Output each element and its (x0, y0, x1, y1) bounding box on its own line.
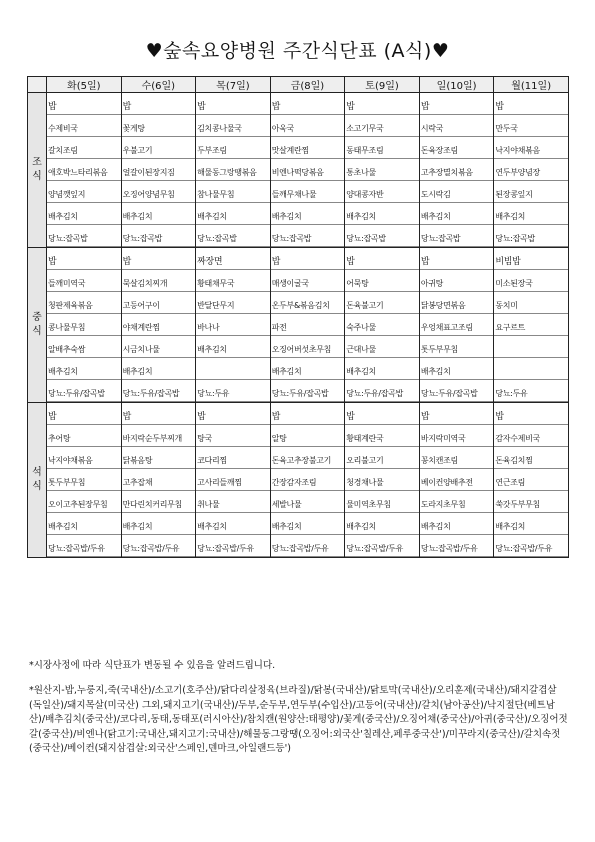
menu-item: 낙지야채볶음 (47, 447, 121, 469)
menu-item: 배추김치 (47, 358, 121, 380)
meal-label-char: 조 (32, 157, 42, 168)
menu-item: 아욱국 (271, 115, 345, 137)
day-cell (121, 248, 196, 403)
menu-item: 오징어양념무침 (122, 181, 196, 203)
menu-item: 배추김치 (271, 358, 345, 380)
day-cell (419, 93, 494, 248)
menu-item: 두부조림 (196, 137, 270, 159)
menu-item: 배추김치 (271, 513, 345, 535)
menu-item: 닭볶음탕 (122, 447, 196, 469)
menu-item: 황태채무국 (196, 270, 270, 292)
meal-label (28, 93, 47, 248)
menu-item: 배추김치 (494, 513, 568, 535)
menu-item: 배추김치 (47, 203, 121, 225)
menu-item: 애호박느타리볶음 (47, 159, 121, 181)
menu-item: 밥 (271, 403, 345, 425)
menu-item: 밥 (271, 248, 345, 270)
menu-item: 밥 (420, 248, 494, 270)
menu-item: 배추김치 (122, 513, 196, 535)
menu-item: 톳두부무침 (47, 469, 121, 491)
meal-row (28, 403, 569, 558)
menu-item: 들깨미역국 (47, 270, 121, 292)
day-cell (494, 93, 569, 248)
meal-row (28, 248, 569, 403)
menu-item: 알배추숙쌈 (47, 336, 121, 358)
day-header: 금(8일) (270, 77, 345, 93)
menu-item: 시락국 (420, 115, 494, 137)
menu-item: 당뇨:두유/잡곡밥 (47, 380, 121, 402)
menu-item: 당뇨:잡곡밥 (196, 225, 270, 247)
corner-cell (28, 77, 47, 93)
menu-item: 밥 (122, 248, 196, 270)
day-cell (345, 93, 420, 248)
menu-item: 비엔나떡당볶음 (271, 159, 345, 181)
menu-item: 고추잡채 (122, 469, 196, 491)
menu-item: 밥 (494, 93, 568, 115)
day-cell (121, 403, 196, 558)
day-cell (270, 248, 345, 403)
menu-item: 당뇨:두유 (494, 380, 568, 402)
menu-item: 꽁치캔조림 (420, 447, 494, 469)
menu-item: 당뇨:잡곡밥 (47, 225, 121, 247)
menu-item: 밥 (122, 403, 196, 425)
menu-item: 콩나물무침 (47, 314, 121, 336)
day-cell (47, 248, 122, 403)
menu-item: 참나물무침 (196, 181, 270, 203)
day-cell (345, 403, 420, 558)
menu-item: 밥 (47, 403, 121, 425)
menu-item: 밥 (47, 248, 121, 270)
menu-item: 세발나물 (271, 491, 345, 513)
day-cell (196, 403, 271, 558)
day-cell (345, 248, 420, 403)
menu-item: 밥 (420, 93, 494, 115)
meal-label-char: 석 (32, 467, 42, 478)
menu-item: 당뇨:잡곡밥 (420, 225, 494, 247)
menu-item: 동치미 (494, 292, 568, 314)
menu-item: 연근조림 (494, 469, 568, 491)
menu-item: 닭봉당면볶음 (420, 292, 494, 314)
day-header: 월(11일) (494, 77, 569, 93)
menu-item: 당뇨:잡곡밥/두유 (122, 535, 196, 557)
menu-item: 밥 (271, 93, 345, 115)
menu-item: 우엉채표고조림 (420, 314, 494, 336)
menu-item: 배추김치 (196, 336, 270, 358)
menu-item: 오징어버섯초무침 (271, 336, 345, 358)
meal-row (28, 93, 569, 248)
menu-item: 당뇨:잡곡밥 (122, 225, 196, 247)
menu-item: 만두국 (494, 115, 568, 137)
menu-item: 오이고추된장무침 (47, 491, 121, 513)
menu-item: 당뇨:두유/잡곡밥 (122, 380, 196, 402)
day-header: 목(7일) (196, 77, 271, 93)
day-header: 토(9일) (345, 77, 420, 93)
menu-item: 배추김치 (122, 203, 196, 225)
menu-item: 어묵탕 (345, 270, 419, 292)
menu-item: 당뇨:잡곡밥 (494, 225, 568, 247)
notice-text: *시장사정에 따라 식단표가 변동될 수 있음을 알려드립니다. (29, 660, 276, 671)
menu-item: 수제비국 (47, 115, 121, 137)
menu-item: 당뇨:두유/잡곡밥 (420, 380, 494, 402)
menu-item: 얼갈이된장지짐 (122, 159, 196, 181)
menu-item: 미소된장국 (494, 270, 568, 292)
menu-item: 배추김치 (47, 513, 121, 535)
menu-item (494, 336, 568, 358)
menu-item: 톳두부무침 (420, 336, 494, 358)
menu-item: 청판제육볶음 (47, 292, 121, 314)
day-header: 화(5일) (47, 77, 122, 93)
day-cell (494, 403, 569, 558)
menu-item: 밥 (122, 93, 196, 115)
menu-item: 고사리들깨찜 (196, 469, 270, 491)
menu-item: 양념깻잎지 (47, 181, 121, 203)
menu-item: 청경채나물 (345, 469, 419, 491)
day-cell (121, 93, 196, 248)
day-cell (419, 403, 494, 558)
meal-label-char: 중 (32, 312, 42, 323)
menu-item: 당뇨:두유/잡곡밥 (345, 380, 419, 402)
menu-item: 밥 (420, 403, 494, 425)
meal-label-char: 식 (32, 481, 42, 492)
origin-text: *원산지-밥,누룽지,죽(국내산)/소고기(호주산)/닭다리살정육(브라질)/닭봉(국내산)/닭토막(국내산)/오리훈제(국내산)/돼지갈겹살(독일산)/돼지목살(미국산) 그외,돼지고기(국내산)/두부,순두부,연두부(수입산)/고등어(국내산)/갈치(남아공산)/낙지절단(베트남산)/배추김치(중국산)/코다리,동태,동태포(러시아산)/참치캔(원양산:태평양)/꽃게(중국산)/오징어채(중국산)/아귀(중국산)/오징어젓갈(중국산)/비엔나(닭고기:국내산,돼지고기:국내산)/해물동그랑땡(오징어:외국산'칠레산,페루중국산')/미꾸라지(중국산)/갈치속젓(중국산)/베이컨(돼지삼겹살:외국산'스페인,덴마크,아일랜드등') (29, 685, 568, 754)
menu-item: 숙주나물 (345, 314, 419, 336)
menu-item: 배추김치 (494, 203, 568, 225)
menu-item: 갈치조림 (47, 137, 121, 159)
menu-item: 바나나 (196, 314, 270, 336)
menu-item: 배추김치 (345, 358, 419, 380)
menu-item: 밥 (345, 248, 419, 270)
menu-item: 맛살계란찜 (271, 137, 345, 159)
menu-item: 밥 (196, 93, 270, 115)
menu-item: 밥 (47, 93, 121, 115)
menu-item: 오리불고기 (345, 447, 419, 469)
menu-item: 당뇨:잡곡밥 (345, 225, 419, 247)
menu-item: 돈육장조림 (420, 137, 494, 159)
day-header: 일(10일) (419, 77, 494, 93)
menu-item: 김치콩나물국 (196, 115, 270, 137)
menu-item: 배추김치 (420, 358, 494, 380)
menu-item: 고추장멸치볶음 (420, 159, 494, 181)
menu-item: 밥 (196, 403, 270, 425)
menu-item: 비빔밥 (494, 248, 568, 270)
menu-item: 돈육불고기 (345, 292, 419, 314)
menu-item: 당뇨:잡곡밥 (271, 225, 345, 247)
menu-item: 된장콩잎지 (494, 181, 568, 203)
menu-item: 들깨무채나물 (271, 181, 345, 203)
menu-item: 배추김치 (122, 358, 196, 380)
menu-item: 짜장면 (196, 248, 270, 270)
menu-item: 연두부양념장 (494, 159, 568, 181)
menu-item: 취나물 (196, 491, 270, 513)
menu-item: 당뇨:잡곡밥/두유 (420, 535, 494, 557)
menu-item: 간장감자조림 (271, 469, 345, 491)
menu-item: 당뇨:잡곡밥/두유 (47, 535, 121, 557)
day-cell (419, 248, 494, 403)
menu-item: 동태무조림 (345, 137, 419, 159)
meal-label-char: 식 (32, 171, 42, 182)
menu-item: 당뇨:잡곡밥/두유 (271, 535, 345, 557)
menu-item: 묵살김치찌개 (122, 270, 196, 292)
meal-label (28, 403, 47, 558)
day-cell (494, 248, 569, 403)
menu-item: 탕국 (196, 425, 270, 447)
menu-item: 베이컨양배추전 (420, 469, 494, 491)
menu-item: 근대나물 (345, 336, 419, 358)
day-cell (196, 93, 271, 248)
menu-item: 요구르트 (494, 314, 568, 336)
day-header-row (28, 77, 569, 93)
menu-item (196, 358, 270, 380)
menu-item: 황태계란국 (345, 425, 419, 447)
menu-item: 도라지초무침 (420, 491, 494, 513)
menu-item: 시금치나물 (122, 336, 196, 358)
menu-item: 낙지야채볶음 (494, 137, 568, 159)
menu-item: 배추김치 (196, 513, 270, 535)
menu-item: 돈육고추장불고기 (271, 447, 345, 469)
page-title: ♥숲속요양병원 주간식단표 (A식)♥ (145, 40, 450, 62)
menu-item: 밥 (345, 403, 419, 425)
menu-item: 당뇨:두유 (196, 380, 270, 402)
menu-item: 소고기무국 (345, 115, 419, 137)
menu-item: 꽃게탕 (122, 115, 196, 137)
menu-item: 도시락김 (420, 181, 494, 203)
menu-item: 당뇨:잡곡밥/두유 (345, 535, 419, 557)
menu-item: 통초나물 (345, 159, 419, 181)
menu-item (494, 358, 568, 380)
day-cell (47, 403, 122, 558)
menu-item: 알탕 (271, 425, 345, 447)
menu-item: 배추김치 (345, 513, 419, 535)
menu-item: 고등어구이 (122, 292, 196, 314)
menu-item: 추어탕 (47, 425, 121, 447)
menu-item: 배추김치 (420, 513, 494, 535)
menu-item: 돈육김치찜 (494, 447, 568, 469)
meal-label-char: 식 (32, 326, 42, 337)
menu-item: 바지락순두부찌개 (122, 425, 196, 447)
menu-item: 온두부&볶음김치 (271, 292, 345, 314)
menu-item: 배추김치 (196, 203, 270, 225)
menu-item: 우불고기 (122, 137, 196, 159)
day-cell (47, 93, 122, 248)
meal-label (28, 248, 47, 403)
menu-item: 해물동그랑땡볶음 (196, 159, 270, 181)
menu-item: 당뇨:잡곡밥/두유 (494, 535, 568, 557)
menu-item: 아귀탕 (420, 270, 494, 292)
menu-item: 물미역초무침 (345, 491, 419, 513)
day-cell (270, 93, 345, 248)
day-cell (196, 248, 271, 403)
menu-item: 매생이굴국 (271, 270, 345, 292)
menu-item: 쑥갓두부무침 (494, 491, 568, 513)
menu-item: 밥 (494, 403, 568, 425)
menu-item: 코다리찜 (196, 447, 270, 469)
menu-item: 파전 (271, 314, 345, 336)
menu-item: 배추김치 (345, 203, 419, 225)
menu-item: 야채계란찜 (122, 314, 196, 336)
menu-item: 양대콩자반 (345, 181, 419, 203)
menu-item: 만다린치커리무침 (122, 491, 196, 513)
day-cell (270, 403, 345, 558)
menu-item: 배추김치 (271, 203, 345, 225)
weekly-menu-table (27, 76, 569, 558)
menu-item: 당뇨:두유/잡곡밥 (271, 380, 345, 402)
menu-item: 반달단무지 (196, 292, 270, 314)
menu-item: 밥 (345, 93, 419, 115)
menu-item: 배추김치 (420, 203, 494, 225)
day-header: 수(6일) (121, 77, 196, 93)
menu-item: 감자수제비국 (494, 425, 568, 447)
menu-item: 바지락미역국 (420, 425, 494, 447)
menu-item: 당뇨:잡곡밥/두유 (196, 535, 270, 557)
